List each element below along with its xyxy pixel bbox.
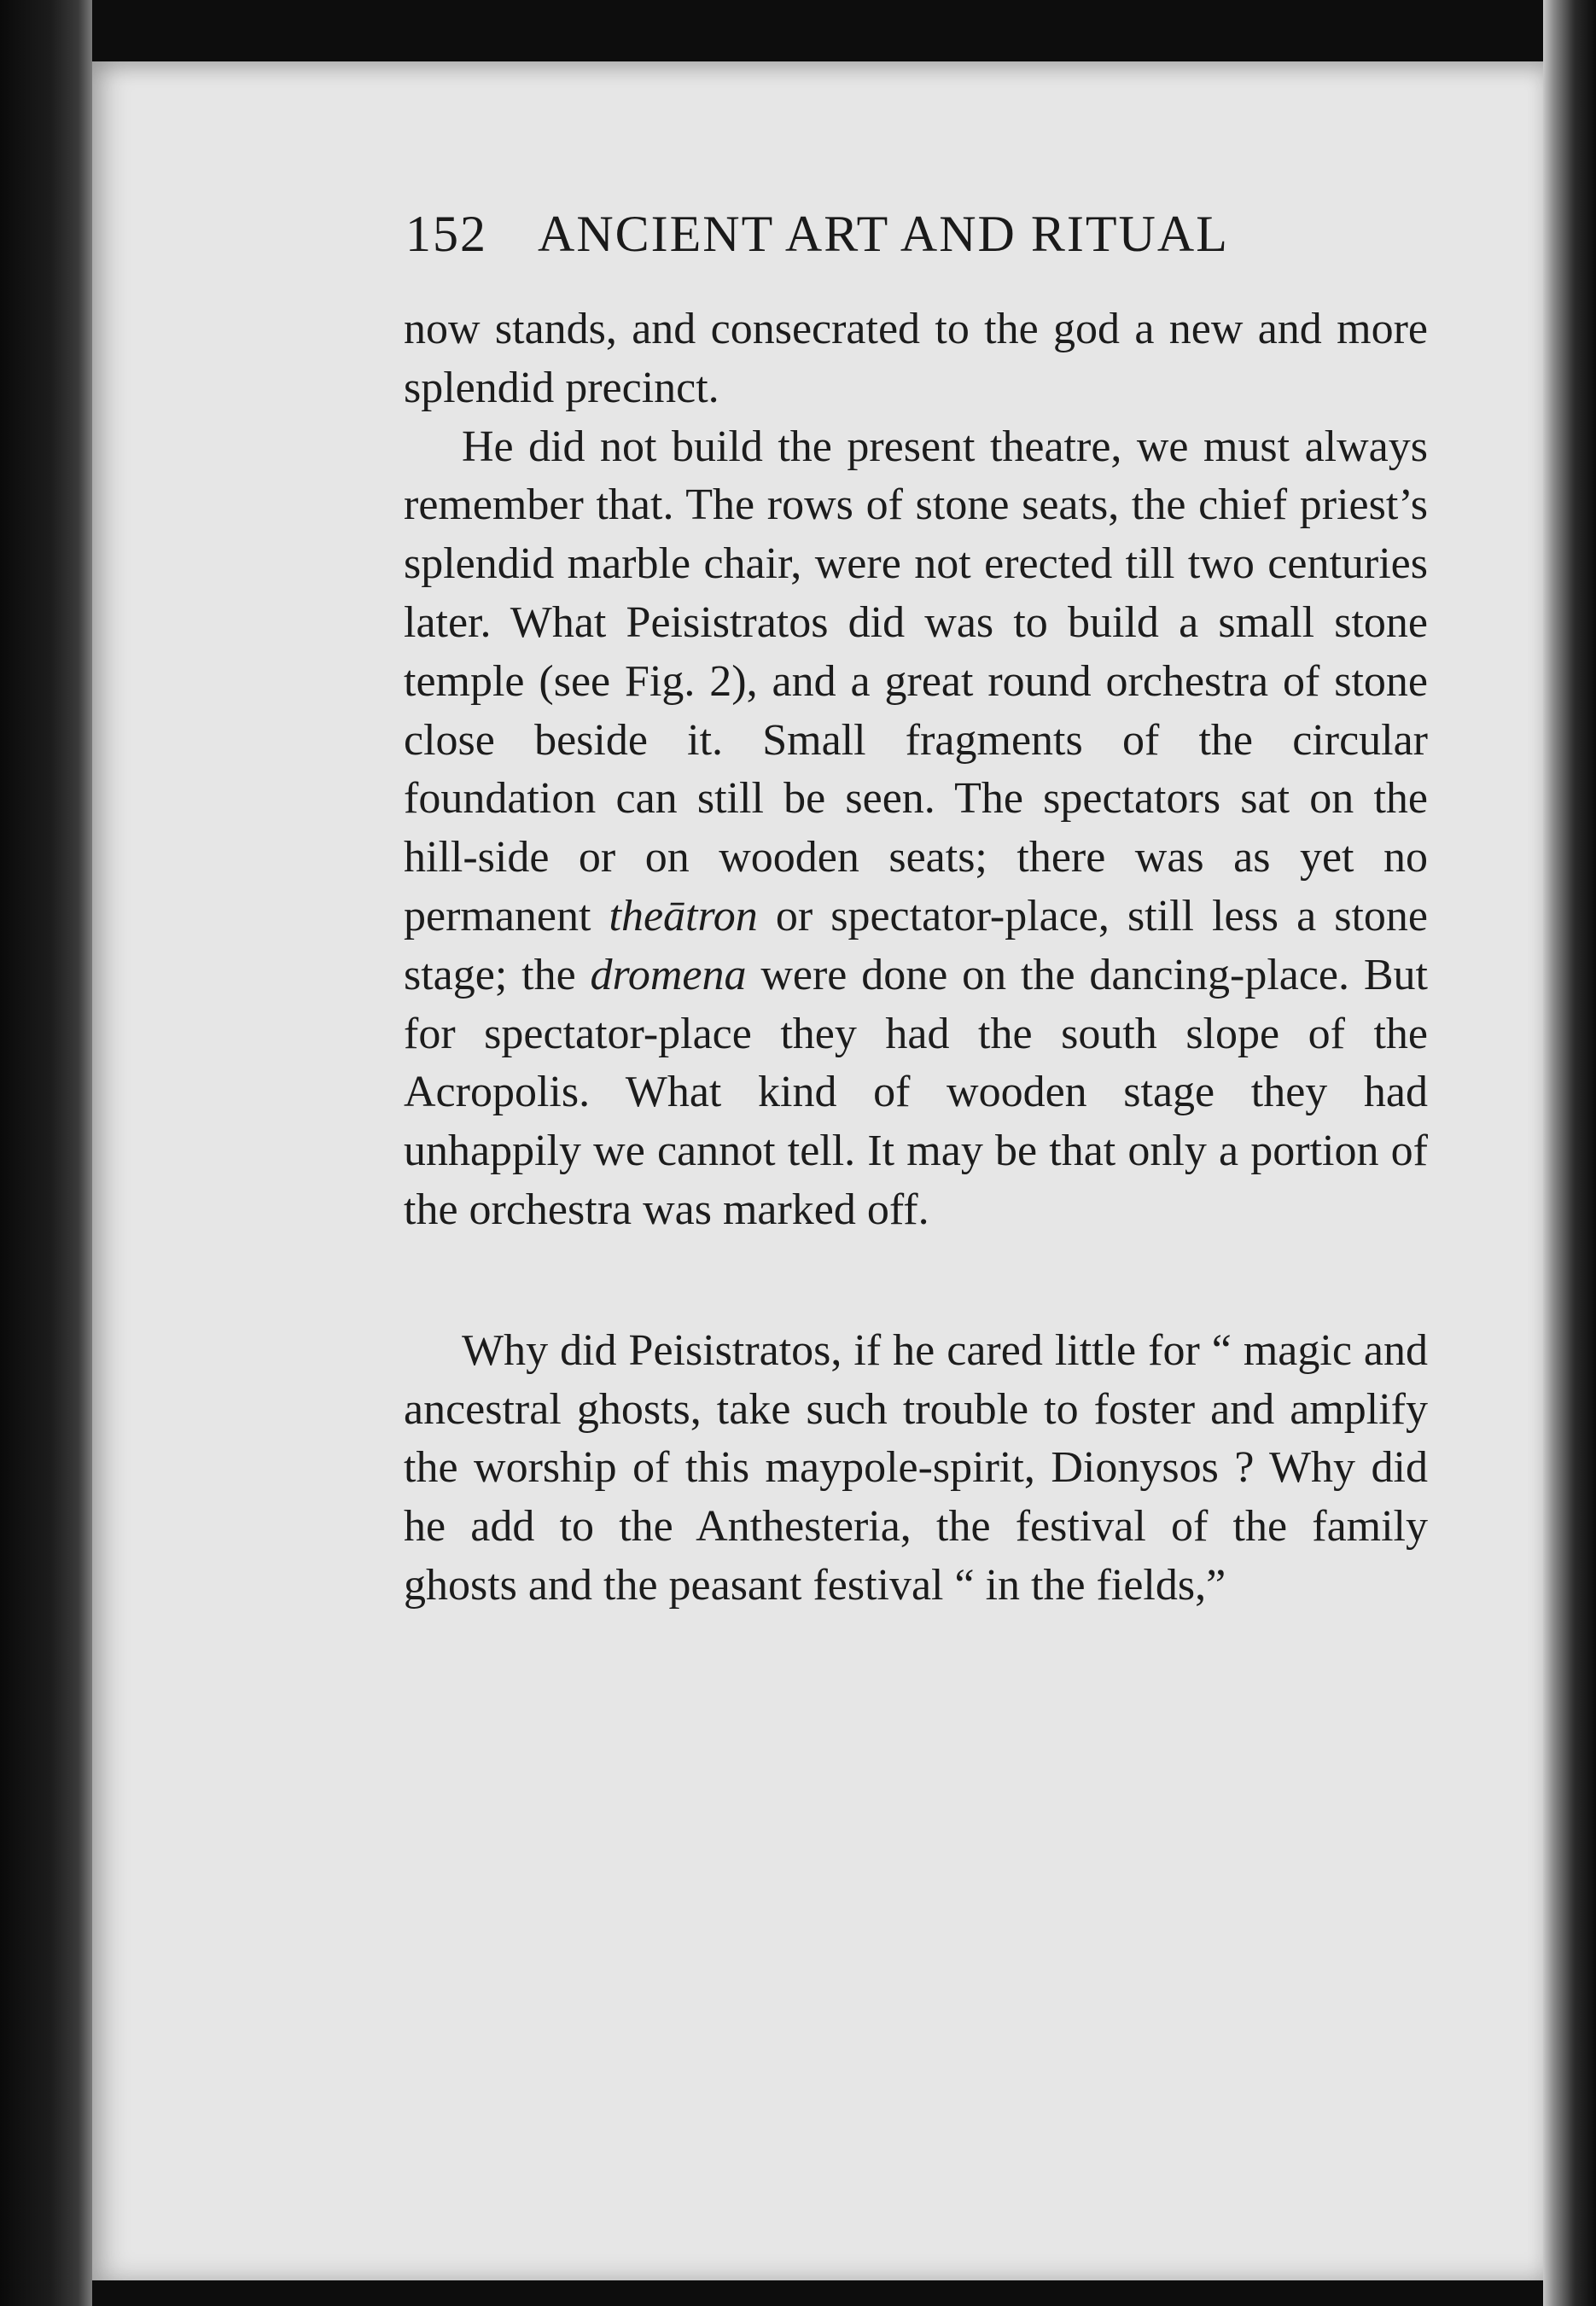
italic-term-theatron: theātron — [609, 891, 758, 940]
book-spine-edge — [0, 0, 92, 2306]
text-run: or spectator-place, still less a stone stage; the — [404, 891, 1428, 999]
text-run: He did not build the present theatre, we must always remember that. The rows of stone seats, the chief priest’s splendid marble chair, were not erected till two centuries later. What Peisistratos did was to build a small stone temple (see Fig. 2), and a great round orchestra of stone close beside it. Small fragments of the circular foundation can still be seen. The spectators sat on the hill-side or on wooden seats; there was as yet no permanent — [404, 422, 1428, 940]
page-number: 152 — [405, 206, 487, 262]
running-title: ANCIENT ART AND RITUAL — [538, 206, 1229, 262]
running-header — [405, 205, 1310, 273]
paragraph-theatre — [404, 418, 1428, 1240]
page-edge-shadow — [1543, 0, 1596, 2306]
text-run: were done on the dancing-place. But for spectator-place they had the south slope of the Acropolis. What kind of wooden stage they had unhappily we cannot tell. It may be that only a portion of the orchestra was marked off. — [404, 950, 1428, 1234]
paragraph-continuation: now stands, and consecrated to the god a new and more splendid precinct. — [404, 305, 1428, 412]
paragraph-question: Why did Peisistratos, if he cared little for “ magic and ancestral ghosts, take such trouble to foster and amplify the worship of this maypole-spirit, Dionysos ? Why did he add to the Anthesteria, the festival of the family ghosts and the peasant festival “ in the fields,” — [404, 1325, 1428, 1610]
italic-term-dromena: dromena — [590, 950, 747, 999]
body-text — [404, 300, 1428, 1616]
